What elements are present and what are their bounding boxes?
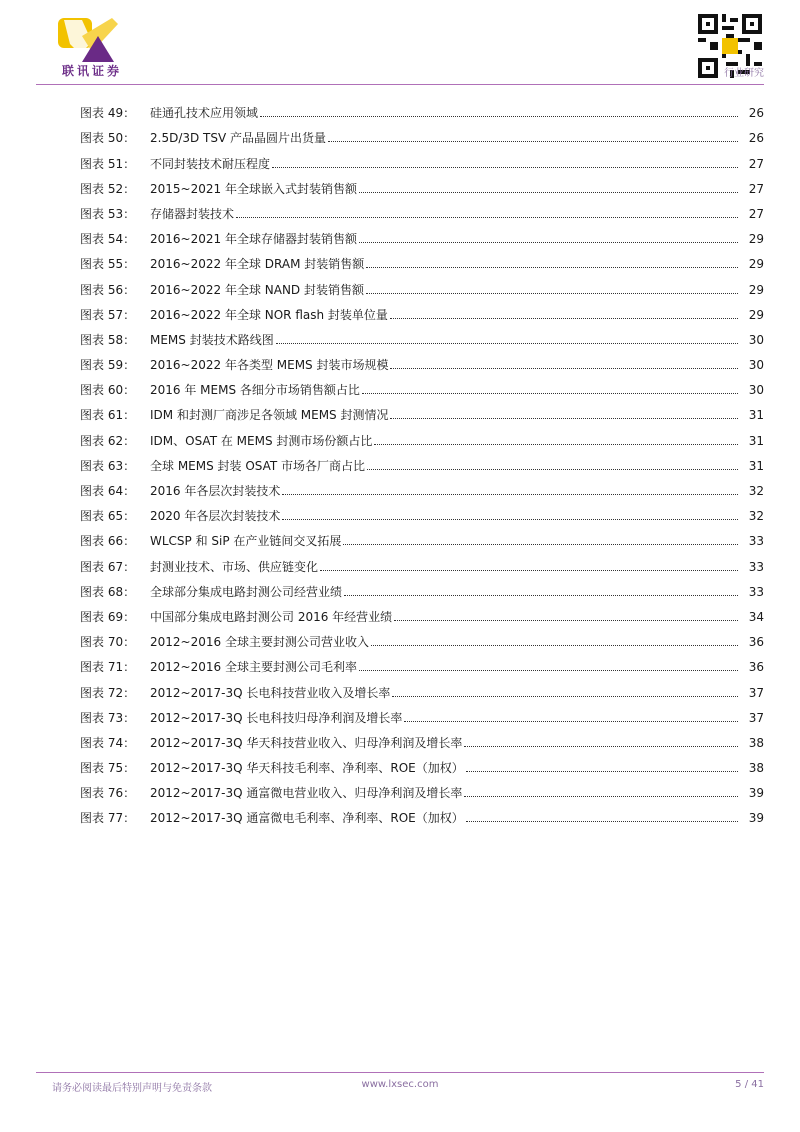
list-item[interactable] bbox=[80, 473, 764, 498]
figure-number: 图表 56： bbox=[80, 282, 136, 297]
list-item[interactable] bbox=[80, 246, 764, 271]
figure-number: 图表 64： bbox=[80, 484, 136, 498]
page-number: 39 bbox=[748, 811, 764, 826]
list-item[interactable] bbox=[80, 523, 764, 548]
figure-number: 图表 75： bbox=[80, 761, 136, 776]
figure-number: 图表 55： bbox=[80, 257, 136, 272]
figure-number: 图表 59： bbox=[80, 358, 136, 373]
figure-title: IDM、OSAT 在 MEMS 封测市场份额占比 bbox=[150, 433, 373, 448]
figure-number: 图表 63： bbox=[80, 458, 136, 473]
figure-title: WLCSP 和 SiP 在产业链间交叉拓展 bbox=[150, 534, 342, 549]
figure-title: 中国部分集成电路封测公司 2016 年经营业绩 bbox=[150, 609, 393, 624]
figure-title: 2020 年各层次封装技术 bbox=[150, 509, 281, 524]
figure-title: 全球部分集成电路封测公司经营业绩 bbox=[150, 584, 343, 599]
figure-number: 图表 62： bbox=[80, 433, 136, 448]
figure-number: 图表 61： bbox=[80, 408, 136, 423]
page-number: 30 bbox=[748, 332, 764, 347]
figure-title: IDM 和封测厂商涉足各领域 MEMS 封测情况 bbox=[150, 408, 389, 423]
figure-title: 全球 MEMS 封装 OSAT 市场各厂商占比 bbox=[150, 458, 366, 473]
dot-leader bbox=[367, 469, 738, 470]
page-number: 27 bbox=[748, 156, 764, 171]
figure-title: 2012~2016 全球主要封测公司营业收入 bbox=[150, 635, 369, 650]
brand-name: 联讯证券 bbox=[61, 64, 122, 78]
dot-leader bbox=[359, 670, 738, 671]
footer-divider bbox=[36, 1072, 764, 1073]
list-item[interactable] bbox=[80, 775, 764, 800]
page-number: 30 bbox=[748, 383, 764, 398]
figure-number: 图表 71： bbox=[80, 660, 136, 675]
dot-leader bbox=[344, 595, 738, 596]
figure-title: 2012~2017-3Q 通富微电毛利率、净利率、ROE（加权） bbox=[150, 811, 464, 826]
page-number: 39 bbox=[748, 786, 764, 801]
page-number: 32 bbox=[748, 509, 764, 524]
figure-title: 2016~2022 年各类型 MEMS 封装市场规模 bbox=[150, 358, 389, 373]
list-item[interactable] bbox=[80, 221, 764, 246]
list-item[interactable] bbox=[80, 448, 764, 473]
dot-leader bbox=[236, 217, 738, 218]
dot-leader bbox=[392, 696, 738, 697]
figure-title: 2016~2022 年全球 NOR flash 封装单位量 bbox=[150, 307, 388, 322]
page-number: 34 bbox=[748, 609, 764, 624]
list-item[interactable] bbox=[80, 750, 764, 775]
figure-number: 图表 51： bbox=[80, 156, 136, 171]
page-number: 29 bbox=[748, 232, 764, 247]
figure-title: 2012~2017-3Q 通富微电营业收入、归母净利润及增长率 bbox=[150, 786, 463, 801]
dot-leader bbox=[366, 267, 738, 268]
disclaimer-text: 请务必阅读最后特别声明与免责条款 bbox=[52, 1083, 212, 1094]
figure-number: 图表 58： bbox=[80, 332, 136, 347]
figure-title: 不同封装技术耐压程度 bbox=[150, 156, 271, 171]
figure-number: 图表 50： bbox=[80, 131, 136, 146]
list-item[interactable] bbox=[80, 372, 764, 397]
figure-title: 2016~2022 年全球 NAND 封装销售额 bbox=[150, 282, 364, 297]
dot-leader bbox=[260, 116, 738, 117]
page-number: 31 bbox=[748, 408, 764, 423]
figure-number: 图表 60： bbox=[80, 383, 136, 398]
figure-number: 图表 49： bbox=[80, 106, 136, 121]
figure-number: 图表 70： bbox=[80, 635, 136, 650]
list-item[interactable] bbox=[80, 700, 764, 725]
page-number: 33 bbox=[748, 559, 764, 574]
list-item[interactable] bbox=[80, 624, 764, 649]
page-number: 27 bbox=[748, 206, 764, 221]
list-item[interactable] bbox=[80, 649, 764, 674]
figure-number: 图表 73： bbox=[80, 710, 136, 725]
figure-number: 图表 69： bbox=[80, 609, 136, 624]
list-item[interactable] bbox=[80, 548, 764, 573]
figure-number: 图表 74： bbox=[80, 735, 136, 750]
page-number: 33 bbox=[748, 534, 764, 549]
list-item[interactable] bbox=[80, 120, 764, 145]
figure-title: 2012~2017-3Q 华天科技毛利率、净利率、ROE（加权） bbox=[150, 761, 464, 776]
figure-number: 图表 72： bbox=[80, 685, 136, 700]
figure-title: 2016 年各层次封装技术 bbox=[150, 484, 281, 498]
figure-title: 2012~2017-3Q 长电科技营业收入及增长率 bbox=[150, 685, 391, 700]
figure-title: 2015~2021 年全球嵌入式封装销售额 bbox=[150, 181, 357, 196]
dot-leader bbox=[464, 746, 738, 747]
page-number: 29 bbox=[748, 257, 764, 272]
dot-leader bbox=[282, 519, 738, 520]
figure-number: 图表 54： bbox=[80, 232, 136, 247]
dot-leader bbox=[320, 570, 738, 571]
dot-leader bbox=[404, 721, 738, 722]
dot-leader bbox=[464, 796, 738, 797]
dot-leader bbox=[272, 167, 738, 168]
figure-title: 2016~2022 年全球 DRAM 封装销售额 bbox=[150, 257, 365, 272]
page-number: 32 bbox=[748, 484, 764, 498]
list-item[interactable] bbox=[80, 574, 764, 599]
header-divider bbox=[36, 84, 764, 85]
list-item[interactable] bbox=[80, 196, 764, 221]
list-item[interactable] bbox=[80, 498, 764, 523]
figure-list bbox=[80, 95, 764, 825]
figure-title: MEMS 封装技术路线图 bbox=[150, 332, 274, 347]
list-item[interactable] bbox=[80, 599, 764, 624]
list-item[interactable] bbox=[80, 271, 764, 296]
figure-number: 图表 52： bbox=[80, 181, 136, 196]
figure-number: 图表 57： bbox=[80, 307, 136, 322]
dot-leader bbox=[276, 343, 738, 344]
dot-leader bbox=[328, 141, 738, 142]
list-item[interactable] bbox=[80, 725, 764, 750]
list-item[interactable] bbox=[80, 171, 764, 196]
dot-leader bbox=[466, 771, 738, 772]
dot-leader bbox=[362, 393, 738, 394]
dot-leader bbox=[394, 620, 738, 621]
figure-title: 存储器封装技术 bbox=[150, 206, 235, 221]
figure-number: 图表 68： bbox=[80, 584, 136, 599]
figure-number: 图表 53： bbox=[80, 206, 136, 221]
figure-title: 2.5D/3D TSV 产品晶圆片出货量 bbox=[150, 131, 327, 146]
figure-number: 图表 76： bbox=[80, 786, 136, 801]
page-number: 30 bbox=[748, 358, 764, 373]
figure-title: 2012~2017-3Q 长电科技归母净利润及增长率 bbox=[150, 710, 403, 725]
figure-title: 2016~2021 年全球存储器封装销售额 bbox=[150, 232, 357, 247]
figure-number: 图表 66： bbox=[80, 534, 136, 549]
dot-leader bbox=[282, 494, 738, 495]
figure-title: 硅通孔技术应用领域 bbox=[150, 106, 259, 121]
figure-title: 2012~2016 全球主要封测公司毛利率 bbox=[150, 660, 357, 675]
dot-leader bbox=[343, 544, 738, 545]
dot-leader bbox=[390, 418, 738, 419]
list-item[interactable] bbox=[80, 145, 764, 170]
page-number: 31 bbox=[748, 458, 764, 473]
dot-leader bbox=[359, 242, 738, 243]
page-number: 36 bbox=[748, 660, 764, 675]
dot-leader bbox=[466, 821, 738, 822]
page-number: 38 bbox=[748, 761, 764, 776]
figure-number: 图表 77： bbox=[80, 811, 136, 826]
figure-number: 图表 67： bbox=[80, 559, 136, 574]
list-item[interactable] bbox=[80, 674, 764, 699]
list-item[interactable] bbox=[80, 347, 764, 372]
list-item[interactable] bbox=[80, 800, 764, 825]
page-indicator: 5 / 41 bbox=[735, 1079, 764, 1090]
list-item[interactable] bbox=[80, 95, 764, 120]
page-number: 38 bbox=[748, 735, 764, 750]
page-number: 33 bbox=[748, 584, 764, 599]
list-item[interactable] bbox=[80, 422, 764, 447]
dot-leader bbox=[371, 645, 738, 646]
website-link[interactable]: www.lxsec.com bbox=[361, 1079, 439, 1090]
dot-leader bbox=[374, 444, 738, 445]
figure-title: 2016 年 MEMS 各细分市场销售额占比 bbox=[150, 383, 360, 398]
page-number: 37 bbox=[748, 685, 764, 700]
figure-title: 2012~2017-3Q 华天科技营业收入、归母净利润及增长率 bbox=[150, 735, 463, 750]
page-number: 36 bbox=[748, 635, 764, 650]
list-item[interactable] bbox=[80, 397, 764, 422]
figure-number: 图表 65： bbox=[80, 509, 136, 524]
section-label: 行业研究 bbox=[724, 68, 764, 79]
page-number: 29 bbox=[748, 307, 764, 322]
list-item[interactable] bbox=[80, 322, 764, 347]
page-number: 26 bbox=[748, 106, 764, 121]
page-number: 27 bbox=[748, 181, 764, 196]
list-item[interactable] bbox=[80, 297, 764, 322]
page-number: 37 bbox=[748, 710, 764, 725]
page-number: 26 bbox=[748, 131, 764, 146]
dot-leader bbox=[390, 368, 738, 369]
figure-title: 封测业技术、市场、供应链变化 bbox=[150, 559, 319, 574]
dot-leader bbox=[359, 192, 738, 193]
dot-leader bbox=[390, 318, 738, 319]
dot-leader bbox=[366, 293, 738, 294]
page-number: 31 bbox=[748, 433, 764, 448]
page-number: 29 bbox=[748, 282, 764, 297]
